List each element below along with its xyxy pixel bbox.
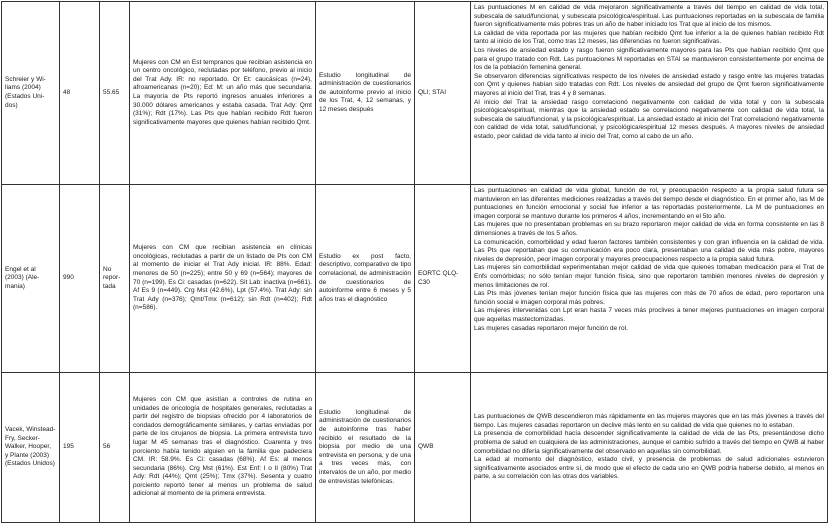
study-row-vacek [2,373,828,523]
age-text: 56 [103,443,111,451]
instruments-cell [415,185,471,373]
sample-cell [130,2,316,185]
n-cell [60,373,100,523]
n-cell [60,2,100,185]
results-cell [471,185,828,373]
sample-text: Mujeres con CM que asistían a controles de rutina en unidades de oncología de hospitales generales, reclutadas a partir del registro de biopsias ofrecido por 4 laboratorios de condados demográficamente similares, y cartas enviadas por parte de los cirujanos de biopsia. La primera entrevista tuvo lugar M 45 semanas tras el diagnóstico. Cuarenta y tres porciento había tenido alguien en la familia que padeciera CM. IR: 58.9%. Es Ci: casadas (68%). Af Es: al menos secundaria (86%). Crg Mst (61%). Est Enf: I o II (80%) Trat Ady: Rdt (44%); Qmt (25%); Tmx (37%). Sesenta y cuatro porciento reportó tener al menos un problema de salud adicional al momento de la primera entrevista. [133,395,312,498]
result-item: Al inicio del Trat la ansiedad rasgo correlacionó negativamente con calidad de vida total y con la subescala psicológica/espiritual, mientras que la ansiedad estado se correlacionó negativamente con calidad de vida total, la subescala de salud/funcional, y la psicológica/espiritual. La ansiedad estado al inicio del Trat correlacionó negativamente con calidad de vida total, salud/funcional, y psicológica/espiritual 12 meses después. A mayores niveles de ansiedad estado, peor calidad de vida tanto al inicio del Trat, como al cabo de un año. [474,98,824,140]
author-cell [2,373,60,523]
author-text: Vacek, Winstead-Fry, Secker-Walker, Hooper, y Plante (2003) (Estados Unidos) [5,426,56,468]
design-text: Estudio longitudinal de administración de cuestionarios de autoinforme previo al inicio de los Trat, 4, 12 semanas, y 12 meses después [319,71,411,113]
n-text: 48 [63,88,71,96]
result-item: Las mujeres intervenidas con Lpt eran hasta 7 veces más proclives a tener mejores puntuaciones en imagen corporal que aquellas mastectomizadas. [474,307,824,323]
age-cell [100,185,130,373]
sample-cell [130,185,316,373]
age-cell [100,373,130,523]
design-cell [316,373,415,523]
age-text: No repor- tada [103,265,121,290]
design-text: Estudio ex post facto, descriptivo, comparativo de tipo correlacional, de administración de cuestionarios de autoinforme entre 6 meses y 5 años tras el diagnóstico [319,252,411,303]
instruments-cell [415,2,471,185]
design-cell [316,2,415,185]
design-cell [316,185,415,373]
results-cell [471,2,828,185]
instruments-text: QLI; STAI [418,88,447,96]
n-text: 990 [63,274,74,282]
study-row-schreier [2,2,828,185]
result-item: Las puntuaciones en calidad de vida global, función de rol, y preocupación respecto a la propia salud futura se mantuvieron en las diferentes mediciones realizadas a través del tiempo desde el diagnóstico. En el primer año, las M de puntuaciones en función emocional y social fue inferior a las reportadas posteriormente. La M de puntuaciones en imagen corporal se mantuvo durante los primeros 4 años, incrementando en el 5to año. [474,187,824,220]
instruments-text: QWB [418,443,434,451]
author-cell [2,185,60,373]
result-item: La comunicación, comorbilidad y edad fueron factores también consistentes y con gran influencia en la calidad de vida. Las Pts que reportaban que su comunicación era poco clara, presentaban una calidad de vida más pobre, mayores niveles de depresión, peor imagen corporal y mayores preocupaciones respecto a la propia salud futura. [474,238,824,263]
n-text: 195 [63,443,74,451]
result-item: Las mujeres sin comorbilidad experimentaban mejor calidad de vida que quienes tomaban medicación para el Trat de Enfs comórbidas; no sólo tenían mejor función física, sino que reportaron también menores niveles de depresión y menos limitaciones de rol. [474,264,824,289]
study-row-engel [2,185,828,373]
sample-text: Mujeres con CM en Est tempranos que recibían asistencia en un centro oncológico, reclutadas por teléfono, previo al inicio del Trat Ady. IR: no reportado. Or Et: caucásicas (n=24), afroamericanas (n=20); Ed: M: un año más que secundaria. La mayoría de Pts reportó ingresos anuales inferiores a 30.000 dólares americanos y estaba casada. Trat Ady: Qmt (31%); Rdt (17%). Las Pts que habían recibido Rdt fueron significativamente mayores que quienes habían recibido Qmt. [133,58,312,126]
result-item: Los niveles de ansiedad estado y rasgo fueron significativamente mayores para las Pts que habían recibido Qmt que para el grupo tratado con Rdt. Las puntuaciones M reportadas en STAI se mantuvieron consistentemente por encima de los de la población femenina general. [474,46,824,72]
result-item: Las mujeres que no presentaban problemas en su brazo reportaron mejor calidad de vida en forma consistente en las 8 dimensiones a través de los 5 años. [474,221,824,237]
n-cell [60,185,100,373]
author-text: Schreier y Wi- liams (2004) (Estados Uni- dos) [5,75,46,109]
results-cell [471,373,828,523]
age-text: 55.65 [103,88,120,96]
result-item: Se observaron diferencias significativas respecto de los niveles de ansiedad estado y rasgo entre las mujeres tratadas con Qmt y quienes habían sido tratadas con Rdt. Los niveles de ansiedad del grupo de Qmt fueron significativamente mayores al inicio del Trat, tras 4 y 8 semanas. [474,72,824,97]
design-text: Estudio longitudinal de administración de cuestionarios de autoinforme tras haber recibido el resultado de la biopsia por medio de una entrevista en persona, y de una a tres veces más, con intervalos de un año, por medio de entrevistas telefónicas. [319,408,411,485]
studies-table [1,1,828,523]
author-text: Engel et al (2003) (Ale- mania) [5,265,40,290]
instruments-cell [415,373,471,523]
result-item: La edad al momento del diagnóstico, estado civil, y presencia de problemas de salud adicionales estuvieron significativamente asociados entre sí, de modo que el efecto de cada uno en QWB podría haberse debido, al menos en parte, a su correlación con las otras dos variables. [474,456,824,481]
result-item: Las mujeres casadas reportaron mejor función de rol. [474,324,628,332]
instruments-text: EORTC QLQ-C30 [418,269,459,286]
result-item: Las puntuaciones de QWB descendieron más rápidamente en las mujeres mayores que en las más jóvenes a través del tiempo. Las mujeres casadas reportaron un declive más lento en su calidad de vida que quienes no lo estaban. [474,413,824,429]
author-cell [2,2,60,185]
result-item: Las Pts más jóvenes tenían mejor función física que las mujeres con más de 70 años de edad, pero reportaron una función social e imagen corporal más pobres. [474,290,824,306]
result-item: Las puntuaciones M en calidad de vida mejoraron significativamente a través del tiempo en calidad de vida total, subescala de salud/funcional, y subescala psicológica/espiritual. Las puntuaciones reportadas en la subescala de familia fueron significativamente más pobres tras un año de haber iniciado los Trat que al inicio de los mismos. [474,4,824,29]
sample-cell [130,373,316,523]
sample-text: Mujeres con CM que recibían asistencia en clínicas oncológicas, reclutadas a partir de un listado de Pts con CM al momento de iniciar el Trat Ady inicial. IR: 88%. Edad: menores de 50 (n=225); entre 50 y 69 (n=564); mayores de 70 (n=199). Es Ci: casadas (n=622). Sit Lab: inactiva (n=661). Af Es 9 (n=449). Crg Mst (42.6%), Lpt (57.4%). Trat Ady: sin Trat Ady (n=376); Qmt/Tmx (n=612); sin Rdt (n=402); Rdt (n=586). [133,244,312,312]
result-item: La calidad de vida reportada por las mujeres que habían recibido Qmt fue inferior a la de quienes habían recibido Rdt tanto al inicio de los Trat, como tras 12 meses, las diferencias no fueron significativas. [474,29,824,46]
age-cell [100,2,130,185]
result-item: La presencia de comorbilidad hacía descender significativamente la calidad de vida de las Pts, presentándose dicho problema de salud en cualquiera de las administraciones, aunque el cambio sufrido a través del tiempo en QWB al haber comorbilidad no difería significativamente del observado en aquellas sin comorbilidad. [474,430,824,455]
